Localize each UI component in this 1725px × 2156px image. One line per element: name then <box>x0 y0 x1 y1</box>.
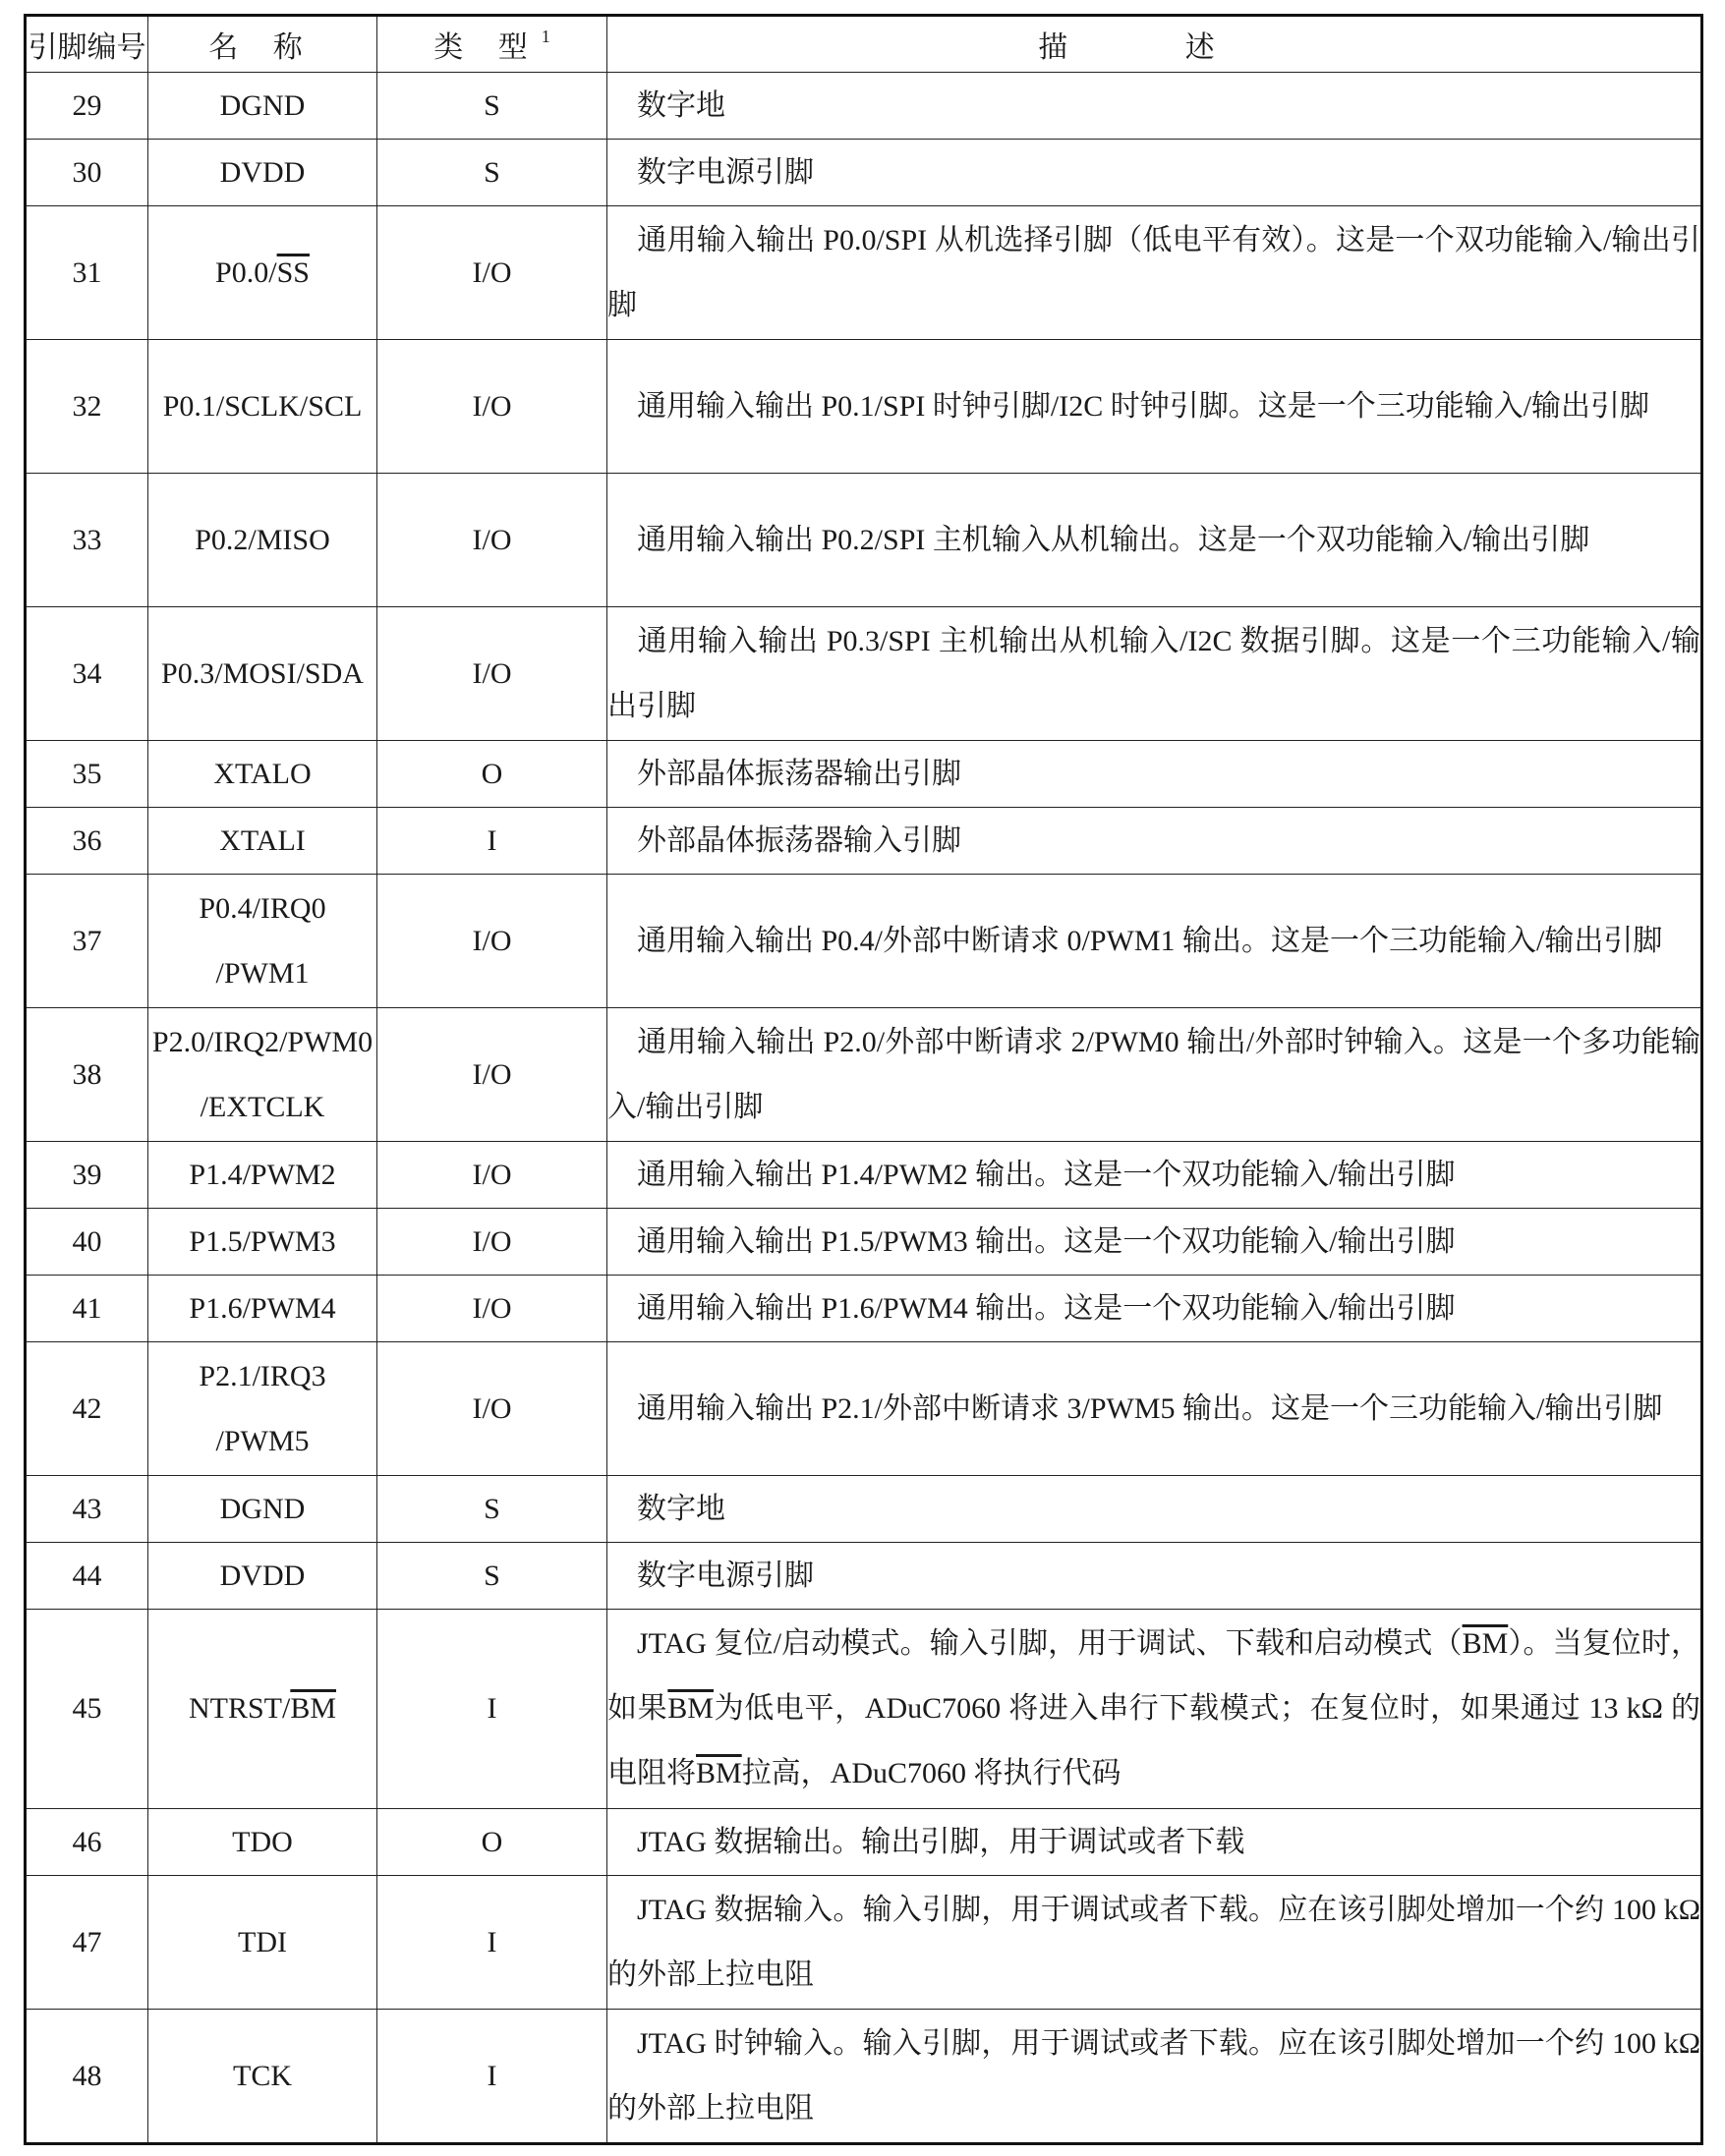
table-row <box>26 73 1702 140</box>
pin-number: 48 <box>26 2010 148 2144</box>
pin-type: I/O <box>377 1142 607 1209</box>
pin-name: TDO <box>148 1809 377 1876</box>
active-low-signal: $\overline{BM}$ <box>696 1757 742 1789</box>
table-row <box>26 474 1702 607</box>
pin-type: S <box>377 1476 607 1543</box>
pin-description: JTAG 复位/启动模式。输入引脚，用于调试、下载和启动模式$(\overline{BM})$。当复位时，如果$\overline{BM}$为低电平，ADuC7060 将进入串行下载模式；在复位时，如果通过 13 kΩ 的电阻将$\overline{BM}$拉高，ADuC7060 将执行代码 <box>607 1610 1702 1809</box>
pin-number: 36 <box>26 808 148 875</box>
table-row <box>26 206 1702 340</box>
pin-type: I/O <box>377 1276 607 1342</box>
table-row <box>26 1276 1702 1342</box>
active-low-signal: $\overline{BM}$ <box>1462 1627 1509 1660</box>
pin-description: 通用输入输出 P0.1/SPI 时钟引脚/I2C 时钟引脚。这是一个三功能输入/输出引脚 <box>607 340 1702 474</box>
pin-number: 32 <box>26 340 148 474</box>
pin-name: TDI <box>148 1876 377 2010</box>
pin-number: 43 <box>26 1476 148 1543</box>
pin-number: 39 <box>26 1142 148 1209</box>
pin-type: I/O <box>377 875 607 1008</box>
active-low-signal: $\overline{BM}$ <box>290 1692 337 1725</box>
pin-type: I <box>377 1876 607 2010</box>
pin-type: I <box>377 2010 607 2144</box>
pin-number: 37 <box>26 875 148 1008</box>
table-row <box>26 1809 1702 1876</box>
pin-type: S <box>377 140 607 206</box>
table-row <box>26 1008 1702 1142</box>
table-row <box>26 607 1702 741</box>
pin-name: NTRST/$\overline{BM}$ <box>148 1610 377 1809</box>
pin-number: 44 <box>26 1543 148 1610</box>
pin-type: I <box>377 808 607 875</box>
pin-name: P2.0/IRQ2/PWM0 /EXTCLK <box>148 1008 377 1142</box>
pin-name: P0.2/MISO <box>148 474 377 607</box>
table-row <box>26 1342 1702 1476</box>
active-low-signal: $\overline{SS}$ <box>276 255 310 289</box>
table-row <box>26 1876 1702 2010</box>
table-row <box>26 1476 1702 1543</box>
header-pin-number: 引脚编号 <box>26 16 148 73</box>
table-row <box>26 875 1702 1008</box>
pin-description: 外部晶体振荡器输入引脚 <box>607 808 1702 875</box>
pin-number: 35 <box>26 741 148 808</box>
pin-number: 45 <box>26 1610 148 1809</box>
type-footnote-marker: 1 <box>541 27 550 46</box>
pin-description: 通用输入输出 P0.4/外部中断请求 0/PWM1 输出。这是一个三功能输入/输出引脚 <box>607 875 1702 1008</box>
pin-description: JTAG 数据输出。输出引脚，用于调试或者下载 <box>607 1809 1702 1876</box>
pin-name: P2.1/IRQ3 /PWM5 <box>148 1342 377 1476</box>
pin-description: 通用输入输出 P0.2/SPI 主机输入从机输出。这是一个双功能输入/输出引脚 <box>607 474 1702 607</box>
pin-description: 数字电源引脚 <box>607 140 1702 206</box>
pin-name: P1.5/PWM3 <box>148 1209 377 1276</box>
table-row <box>26 2010 1702 2144</box>
pin-type: I/O <box>377 1008 607 1142</box>
table-header-row <box>26 16 1702 73</box>
pin-name: P1.6/PWM4 <box>148 1276 377 1342</box>
pin-type: I/O <box>377 607 607 741</box>
pin-name: P0.3/MOSI/SDA <box>148 607 377 741</box>
table-row <box>26 140 1702 206</box>
pin-type: O <box>377 1809 607 1876</box>
header-type: 类 型$^1$ <box>377 16 607 73</box>
pin-name: $P0.0/\overline{SS}$ <box>148 206 377 340</box>
pin-number: 33 <box>26 474 148 607</box>
pin-description: JTAG 数据输入。输入引脚，用于调试或者下载。应在该引脚处增加一个约 100 kΩ 的外部上拉电阻 <box>607 1876 1702 2010</box>
header-name: 名 称 <box>148 16 377 73</box>
pin-name: P0.4/IRQ0 /PWM1 <box>148 875 377 1008</box>
pin-type: I/O <box>377 340 607 474</box>
pin-description: 数字地 <box>607 1476 1702 1543</box>
table-row <box>26 741 1702 808</box>
pin-type: I/O <box>377 474 607 607</box>
pin-type: I/O <box>377 206 607 340</box>
pin-number: 29 <box>26 73 148 140</box>
pin-description: 通用输入输出 P0.3/SPI 主机输出从机输入/I2C 数据引脚。这是一个三功能输入/输出引脚 <box>607 607 1702 741</box>
pin-name: P0.1/SCLK/SCL <box>148 340 377 474</box>
pin-name: DVDD <box>148 1543 377 1610</box>
pin-name: DVDD <box>148 140 377 206</box>
pin-name: DGND <box>148 1476 377 1543</box>
pin-number: 30 <box>26 140 148 206</box>
pin-description: 通用输入输出 P1.6/PWM4 输出。这是一个双功能输入/输出引脚 <box>607 1276 1702 1342</box>
pin-number: 42 <box>26 1342 148 1476</box>
pin-number: 41 <box>26 1276 148 1342</box>
pin-number: 31 <box>26 206 148 340</box>
pin-description: JTAG 时钟输入。输入引脚，用于调试或者下载。应在该引脚处增加一个约 100 kΩ 的外部上拉电阻 <box>607 2010 1702 2144</box>
pin-number: 34 <box>26 607 148 741</box>
pin-description: 数字地 <box>607 73 1702 140</box>
pin-name: TCK <box>148 2010 377 2144</box>
active-low-signal: $\overline{BM}$ <box>667 1692 714 1725</box>
pin-name: DGND <box>148 73 377 140</box>
table-row <box>26 808 1702 875</box>
pin-description: 通用输入输出 P0.0/SPI 从机选择引脚（低电平有效）。这是一个双功能输入/输出引脚 <box>607 206 1702 340</box>
pin-name: XTALO <box>148 741 377 808</box>
pin-description: 通用输入输出 P1.5/PWM3 输出。这是一个双功能输入/输出引脚 <box>607 1209 1702 1276</box>
pin-name: XTALI <box>148 808 377 875</box>
pin-description: 通用输入输出 P1.4/PWM2 输出。这是一个双功能输入/输出引脚 <box>607 1142 1702 1209</box>
header-description: 描 述 <box>607 16 1702 73</box>
pin-type: S <box>377 1543 607 1610</box>
pin-type: S <box>377 73 607 140</box>
pin-type: O <box>377 741 607 808</box>
pin-type: I/O <box>377 1209 607 1276</box>
table-row <box>26 1543 1702 1610</box>
table-row <box>26 340 1702 474</box>
pin-number: 46 <box>26 1809 148 1876</box>
table-row <box>26 1209 1702 1276</box>
pin-number: 47 <box>26 1876 148 2010</box>
pin-table-page <box>24 14 1700 2145</box>
pin-description: 数字电源引脚 <box>607 1543 1702 1610</box>
pin-description: 通用输入输出 P2.1/外部中断请求 3/PWM5 输出。这是一个三功能输入/输出引脚 <box>607 1342 1702 1476</box>
pin-description: 外部晶体振荡器输出引脚 <box>607 741 1702 808</box>
pin-number: 40 <box>26 1209 148 1276</box>
pin-number: 38 <box>26 1008 148 1142</box>
pin-description-table <box>24 14 1703 2145</box>
pin-type: I/O <box>377 1342 607 1476</box>
pin-description: 通用输入输出 P2.0/外部中断请求 2/PWM0 输出/外部时钟输入。这是一个多功能输入/输出引脚 <box>607 1008 1702 1142</box>
table-row <box>26 1610 1702 1809</box>
pin-type: I <box>377 1610 607 1809</box>
table-row <box>26 1142 1702 1209</box>
pin-name: P1.4/PWM2 <box>148 1142 377 1209</box>
